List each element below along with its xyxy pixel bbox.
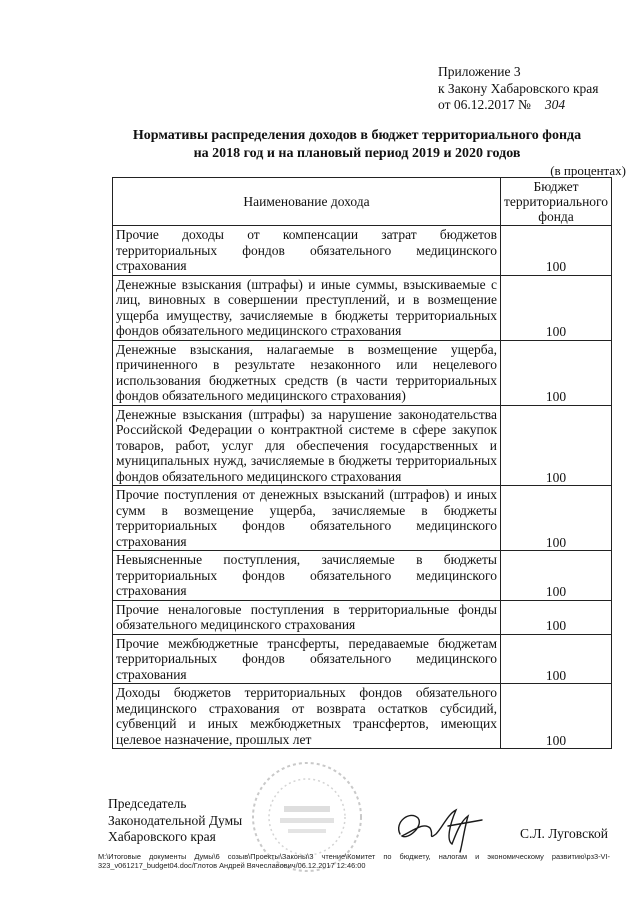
revenue-value: 100 <box>501 600 612 634</box>
signatory-title <box>108 796 242 846</box>
document-title-line-1: Нормативы распределения доходов в бюджет территориального фонда <box>132 128 582 143</box>
appendix-number: 304 <box>544 97 566 112</box>
revenue-value: 100 <box>501 226 612 276</box>
table-row <box>113 684 612 749</box>
signatory-line-3: Хабаровского края <box>108 829 216 844</box>
document-title <box>104 127 610 163</box>
appendix-law-ref: к Закону Хабаровского края <box>438 80 599 96</box>
appendix-date-line <box>438 97 599 114</box>
signatory-line-2: Законодательной Думы <box>108 812 243 828</box>
revenue-name: Прочие неналоговые поступления в территориальные фонды обязательного медицинского страхования <box>113 600 501 634</box>
revenue-name: Денежные взыскания, налагаемые в возмещение ущерба, причиненного в результате незаконного или нецелевого использования бюджетных средств (в части территориальных фондов обязательного медицинского страхования) <box>113 340 501 405</box>
revenue-name: Денежные взыскания (штрафы) за нарушение законодательства Российской Федерации о контрактной системе в сфере закупок товаров, работ, услуг для обеспечения государственных и муниципальных нужд, зачисляемые в бюджеты территориальных фондов обязательного медицинского страхования <box>113 405 501 486</box>
table-row <box>113 634 612 684</box>
table-row <box>113 340 612 405</box>
header-fund-budget: Бюджет территориального фонда <box>501 178 612 226</box>
table-row <box>113 275 612 340</box>
revenue-value: 100 <box>501 551 612 601</box>
header-revenue-name: Наименование дохода <box>113 178 501 226</box>
revenue-value: 100 <box>501 634 612 684</box>
table-row <box>113 600 612 634</box>
signatory-name: С.Л. Луговской <box>520 826 608 841</box>
revenue-value: 100 <box>501 486 612 551</box>
revenue-name: Прочие межбюджетные трансферты, передаваемые бюджетам территориальных фондов обязательного медицинского страхования <box>113 634 501 684</box>
appendix-title: Приложение 3 <box>438 64 521 79</box>
revenue-name: Доходы бюджетов территориальных фондов обязательного медицинского страхования от возврата остатков субсидий, субвенций и иных межбюджетных трансфертов, имеющих целевое назначение, прошлых лет <box>113 684 501 749</box>
revenue-value: 100 <box>501 275 612 340</box>
table-row <box>113 226 612 276</box>
appendix-block <box>438 64 599 114</box>
revenue-name: Прочие доходы от компенсации затрат бюджетов территориальных фондов обязательного медицинского страхования <box>113 226 501 276</box>
table-row <box>113 486 612 551</box>
signatory-line-1: Председатель <box>108 796 187 811</box>
revenue-table <box>112 177 612 749</box>
revenue-value: 100 <box>501 684 612 749</box>
appendix-date: от 06.12.2017 № <box>438 97 531 112</box>
units-note: (в процентах) <box>550 163 626 178</box>
revenue-value: 100 <box>501 340 612 405</box>
revenue-value: 100 <box>501 405 612 486</box>
handwritten-signature <box>390 800 490 854</box>
revenue-name: Невыясненные поступления, зачисляемые в бюджеты территориальных фондов обязательного медицинского страхования <box>113 551 501 601</box>
table-row <box>113 551 612 601</box>
revenue-name: Прочие поступления от денежных взысканий (штрафов) и иных сумм в возмещение ущерба, зачисляемые в бюджеты территориальных фондов обязательного медицинского страхования <box>113 486 501 551</box>
table-row <box>113 405 612 486</box>
document-title-line-2: на 2018 год и на плановый период 2019 и 2020 годов <box>193 146 521 161</box>
revenue-name: Денежные взыскания (штрафы) и иные суммы, взыскиваемые с лиц, виновных в совершении преступлений, и в возмещение ущерба имуществу, зачисляемые в бюджеты территориальных фондов обязательного медицинского страхования <box>113 275 501 340</box>
file-path-footer: M:\Итоговые документы Думы\6 созыв\Проекты\Законы\3 чтение\Комитет по бюджету, налогам и экономическому развитию\рз3-VI-323_v061217_budget04.doc/Глотов Андрей Вячеславович/06.12.2017 12:46:00 <box>98 852 610 870</box>
table-header-row <box>113 178 612 226</box>
